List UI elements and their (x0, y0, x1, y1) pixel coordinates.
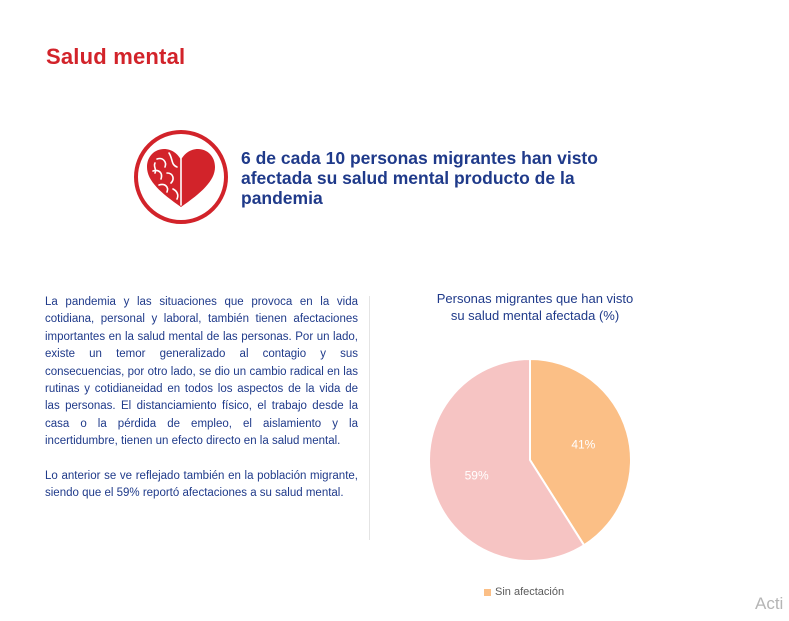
section-title: Salud mental (46, 44, 186, 69)
legend-label: Sin afectación (495, 586, 565, 598)
legend-swatch (484, 589, 491, 596)
chart-title (400, 290, 670, 324)
pie-slice-label-2: 59% (464, 468, 489, 483)
brain-heart-icon (133, 129, 229, 225)
pie-slice-label-1: 41% (571, 437, 596, 452)
chart-title-line-1: Personas migrantes que han visto (436, 291, 634, 306)
chart-title-line-2: su salud mental afectada (%) (450, 308, 620, 323)
chart-legend (484, 586, 564, 598)
column-divider (369, 296, 370, 540)
pie-chart (420, 350, 640, 570)
watermark: Acti (755, 594, 784, 613)
body-paragraph-1: La pandemia y las situaciones que provoca en la vida cotidiana, personal y laboral, también tienen afectaciones importantes en la salud mental de las personas. Por un lado, existe un temor generalizado al contagio y sus consecuencias, por otro lado, se dio un cambio radical en las rutinas y cotidianeidad en todos los aspectos de la vida de las personas. El distanciamiento físico, el trabajo desde la casa o la pérdida de empleo, el aislamiento y la incertidumbre, tienen un efecto directo en la salud mental. (45, 296, 358, 448)
body-paragraph-2: Lo anterior se ve reflejado también en la población migrante, siendo que el 59% reportó afectaciones a su salud mental. (45, 469, 358, 500)
headline: 6 de cada 10 personas migrantes han visto afectada su salud mental producto de la pandemia (241, 148, 598, 208)
body-text (45, 294, 358, 519)
